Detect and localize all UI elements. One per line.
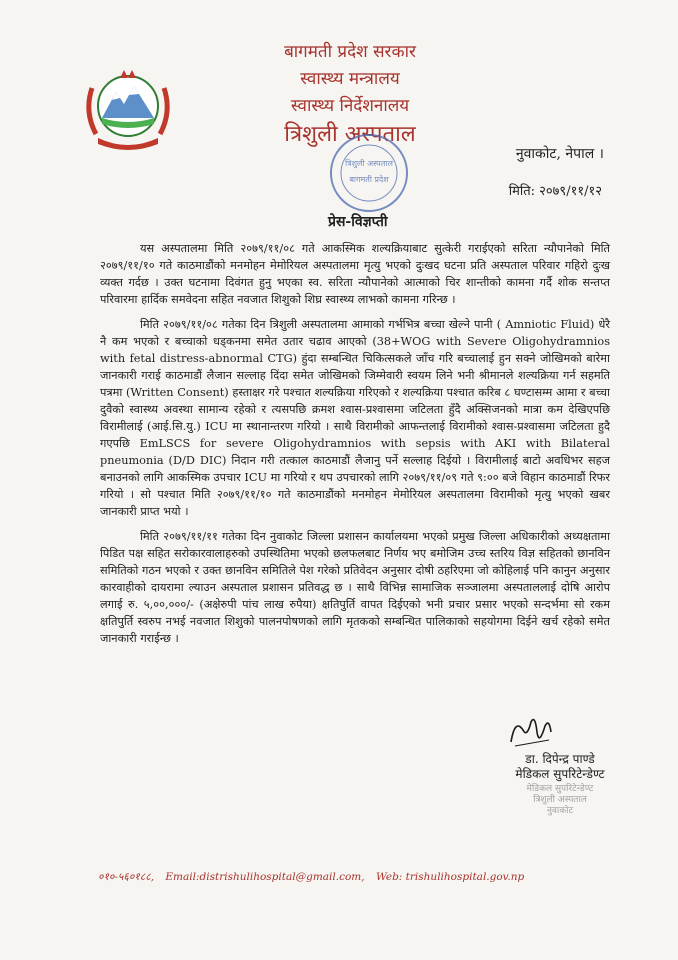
location: नुवाकोट, नेपाल । [515,146,604,162]
footer-website[interactable]: Web: trishulihospital.gov.np [375,871,525,883]
document-title: प्रेस-विज्ञप्ती [328,214,388,230]
issue-date: मिति: २०७९/११/१२ [508,184,602,199]
paragraph-1: यस अस्पतालमा मिति २०७९/११/०८ गते आकस्मिक शल्यक्रियाबाट सुत्केरी गराईएको सरिता न्यौपानेको मिति २०७९/११/१० गते काठमाडौंको मनमोहन मेमोरियल अस्पतालमा मृत्यु भएको दुःखद घटना प्रति अस्पताल परिवार गहिरो दुःख व्यक्त गर्दछ । उक्त घटनामा दिवंगत हुनु भएका स्व. सरिता न्यौपानेको आत्माको चिर शान्तीको कामना गर्दै शोक सन्तप्त परिवारमा हार्दिक समवेदना सहित नवजात शिशुको शिघ्र स्वास्थ्य लाभको कामना गरिन्छ । [100,242,610,306]
letterhead-hospital: त्रिशुली अस्पताल [284,122,416,147]
letter-body [100,240,610,655]
letterhead-ministry: स्वास्थ्य मन्त्रालय [300,69,400,89]
signature-block [480,752,640,782]
handwritten-signature [505,712,555,752]
office-stamp [330,134,408,212]
signature-stamp-line-3: नुवाकोट [546,806,574,816]
paragraph-2: मिति २०७९/११/०८ गतेका दिन त्रिशुली अस्पतालमा आमाको गर्भभित्र बच्चा खेल्ने पानी ( Amniotic Fluid) धेरै नै कम भएको र बच्चाको धड्कनमा समेत उतार चढाव आएको (38+WOG with Severe Oligohydramnios with fetal distress-abnormal CTG) हुंदा सम्बन्धित चिकित्सकले जाँच गरि बच्चालाई हुन सक्ने जोखिमको बारेमा जानकारी गराई काठमाडौं लैजान सल्लाह दिंदा समेत जोखिमको जिम्मेवारी स्वयम लिने भनी श्रीमानले शल्यक्रिया गर्न सहमति पत्रमा (Written Consent) हस्ताक्षर गरे पश्चात शल्यक्रिया गरिएको र शल्यक्रिया पश्चात करिब ८ घण्टासम्म आमा र बच्चा दुवैको स्वास्थ्य अवस्था सामान्य रहेको र त्यसपछि क्रमश श्वास-प्रश्वासमा जटिलता हुँदै अक्सिजनको मात्रा कम देखिएपछि विरामीलाई (आई.सि.यु.) ICU मा स्थानान्तरण गरियो । साथै विरामीको आफन्तलाई विरामीको श्वास-प्रश्वासमा जटिलता हुदै गएपछि EmLSCS for severe Oligohydramnios with sepsis with AKI with Bilateral pneumonia (D/D DIC) निदान गरी तत्काल काठमाडौं लैजानु पर्ने सल्लाह दिईयो । विरामीलाई बाटो अवधिभर सहज बनाउनको लागि आकस्मिक उपचार ICU मा गरियो र थप उपचारको लागि २०७९/११/०९ गते ९:०० बजे विहान काठमाडौं रिफर गरियो । सो पश्चात मिति २०७९/११/१० गते काठमाडौंको मनमोहन मेमोरियल अस्पतालमा विरामीको मृत्यु भएको खबर जानकारी प्राप्त भयो । [100,318,610,518]
letterhead-province: बागमती प्रदेश सरकार [284,42,416,62]
footer-phone: ०१०-५६०१८८, [98,871,155,883]
letterhead [230,38,470,150]
stamp-line-1: त्रिशुली अस्पताल [345,159,393,168]
signature-stamp [500,784,620,817]
letterhead-directorate: स्वास्थ्य निर्देशनालय [290,96,410,116]
signatory-name: डा. दिपेन्द्र पाण्डे [525,752,595,766]
paragraph-3: मिति २०७९/११/११ गतेका दिन नुवाकोट जिल्ला प्रशासन कार्यालयमा भएको प्रमुख जिल्ला अधिकारीको अध्यक्षतामा पिडित पक्ष सहित सरोकारवालाहरुको उपस्थितिमा भएको छलफलबाट निर्णय भए बमोजिम उच्च स्तरिय विज्ञ सहितको छानविन समितिको गठन भएको र उक्त छानविन समितिले पेश गरेको प्रतिवेदन अनुसार दोषी ठहरिएमा जो कोहिलाई पनि कानुन अनुसार कारवाहीको दायरामा ल्याउन अस्पताल प्रशासन प्रतिवद्ध छ । साथै विभिन्न सामाजिक सञ्जालमा अस्पताललाई दोषि आरोप लगाई रु. ५,००,०००/- (अक्षेरुपी पांच लाख रुपैया) क्षतिपुर्ति वापत दिईएको भनी प्रचार प्रसार भएको सन्दर्भमा सो रकम क्षतिपुर्ति स्वरुप नभई नवजात शिशुको पालनपोषणको लागि मृतकको सम्बन्धित पालिकाको सहयोगमा दिईने खर्च रहेको समेत जानकारी गराईन्छ । [100,530,610,645]
footer-email[interactable]: Email:distrishulihospital@gmail.com, [165,871,365,883]
signature-stamp-line-1: मेडिकल सुपरिटेन्डेण्ट [526,784,594,794]
stamp-line-2: बागमती प्रदेश [349,175,389,184]
footer-contact [98,870,618,884]
nepal-emblem-logo [78,62,178,154]
signatory-designation: मेडिकल सुपरिटेन्डेण्ट [515,767,605,781]
signature-stamp-line-2: त्रिशुली अस्पताल [533,795,587,805]
